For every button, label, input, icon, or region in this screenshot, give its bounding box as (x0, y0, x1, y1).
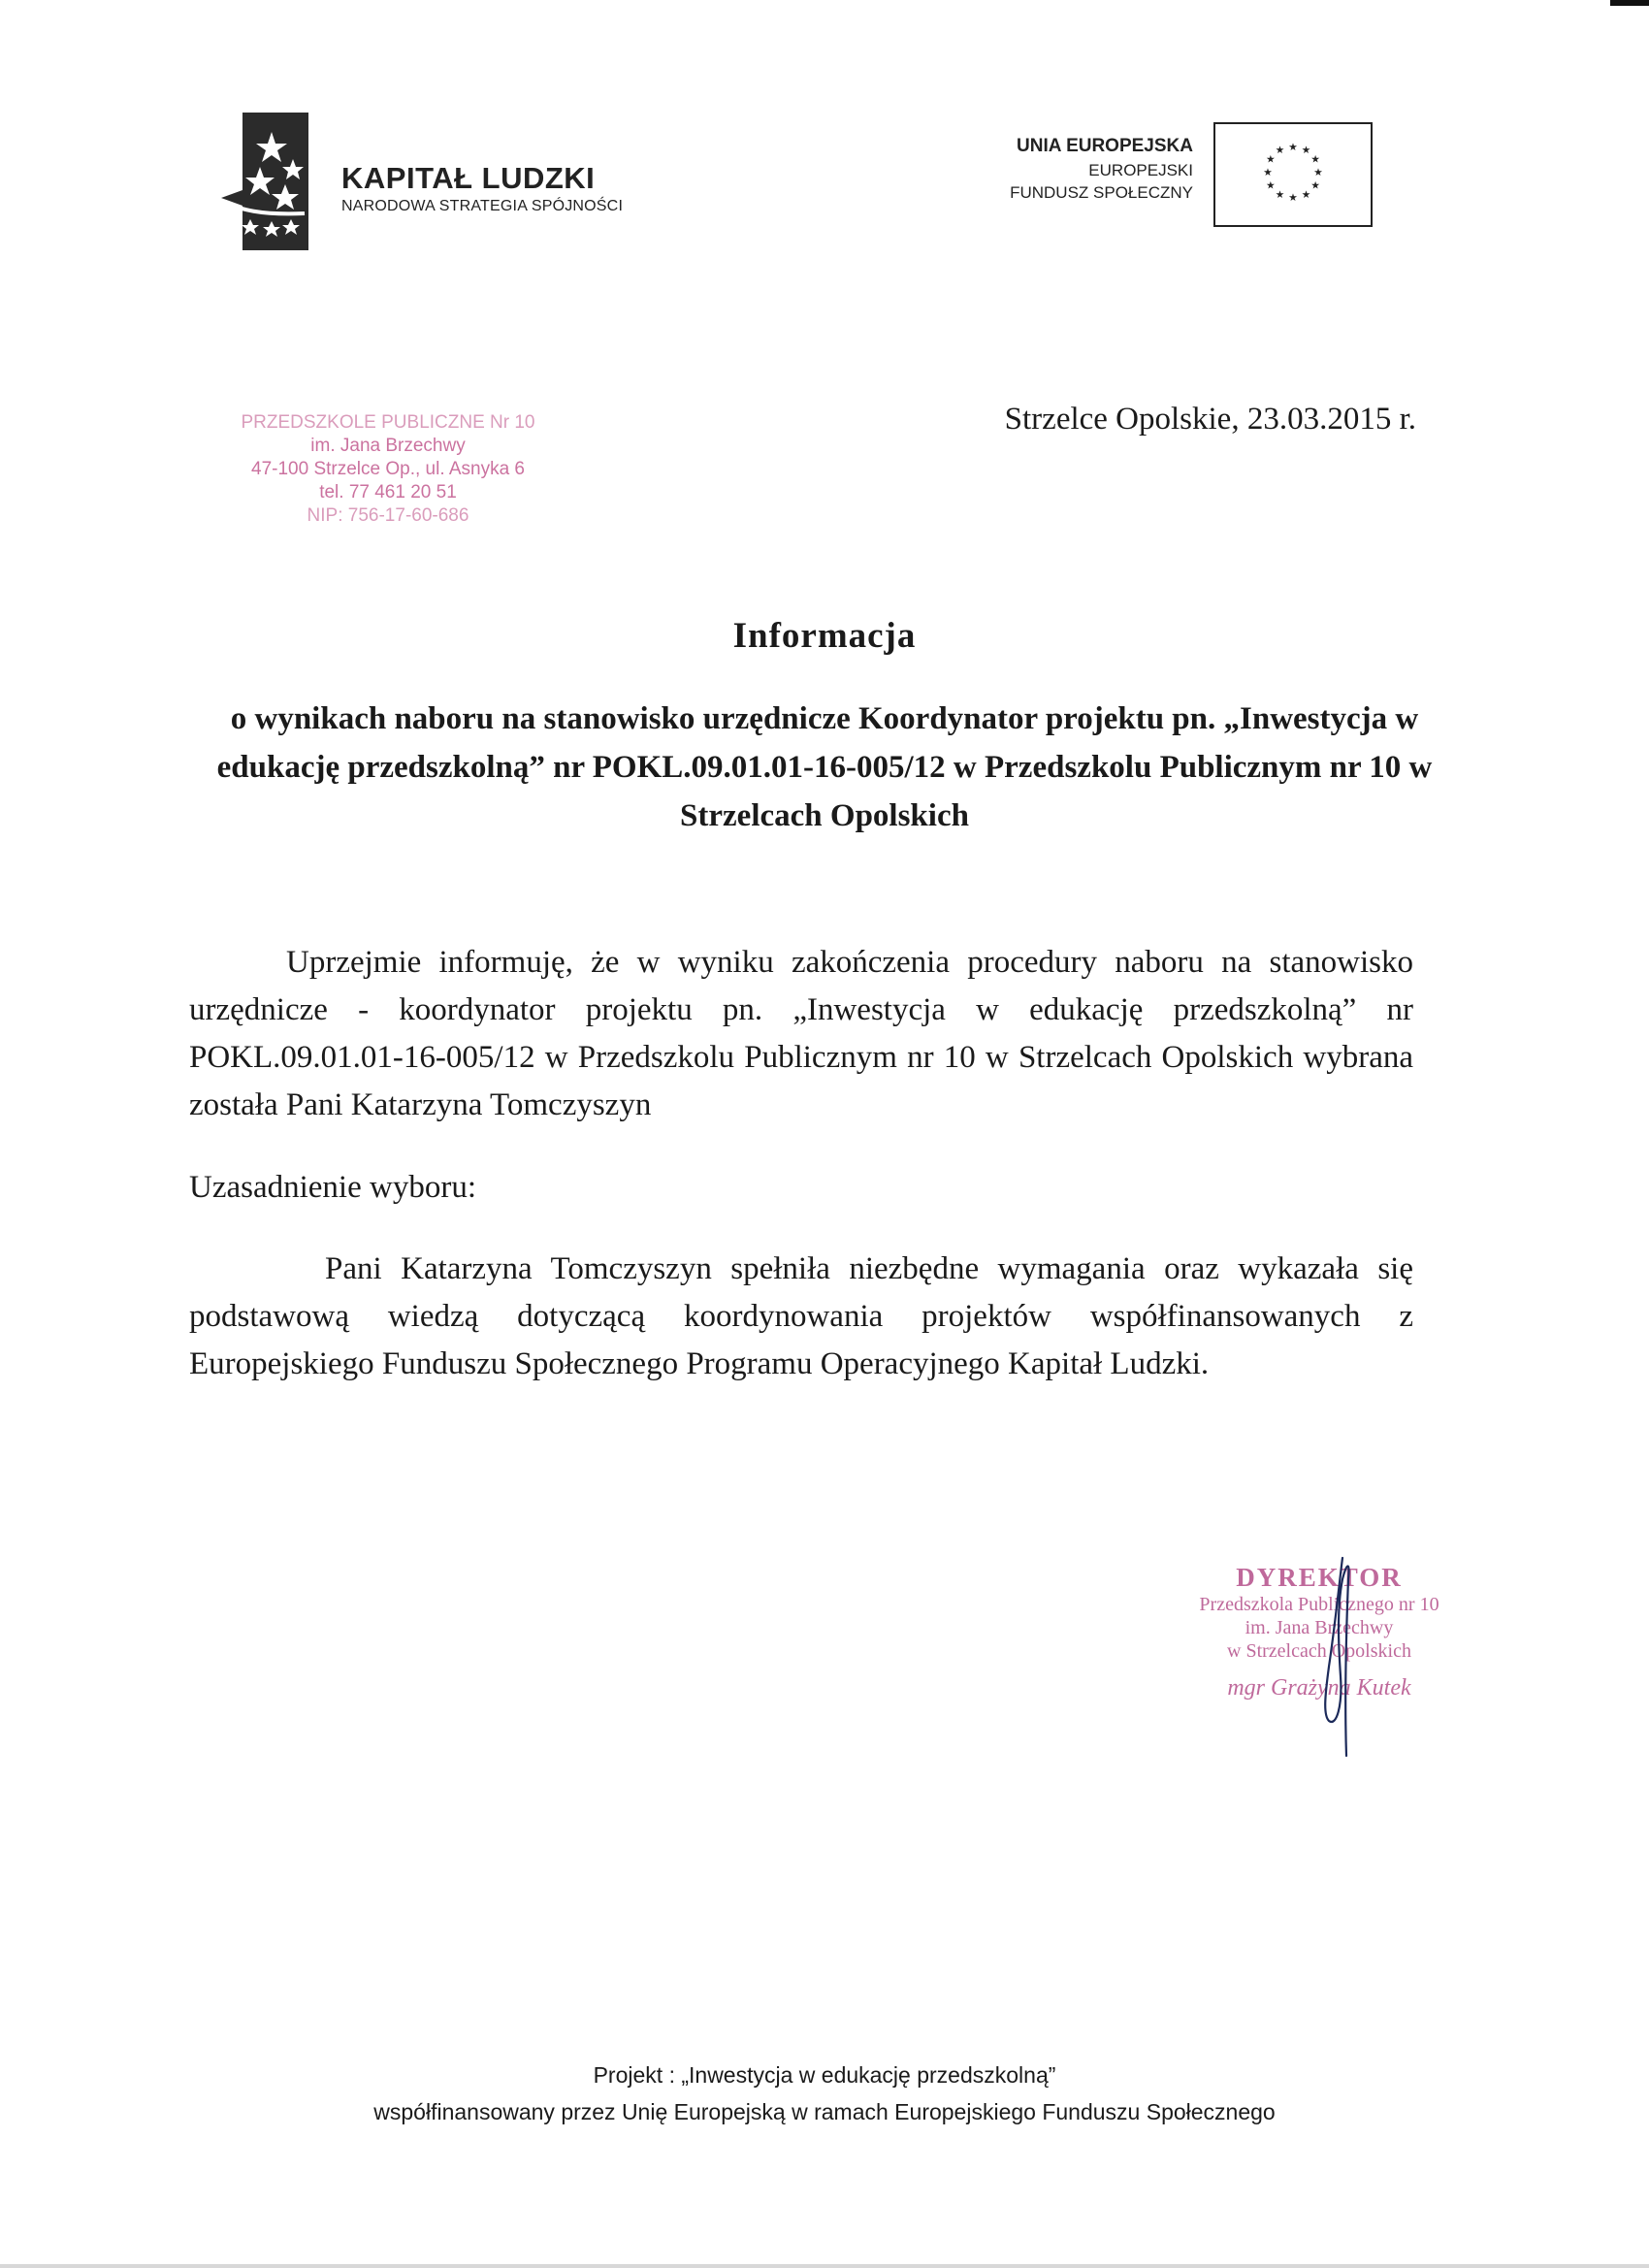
place-date: Strzelce Opolskie, 23.03.2015 r. (1004, 402, 1416, 437)
unia-europejska-line1: EUROPEJSKI (1088, 161, 1193, 179)
svg-text:★: ★ (1266, 179, 1276, 192)
svg-text:★: ★ (1288, 191, 1298, 204)
footer-line1: Projekt : „Inwestycja w edukację przedszkolną” (593, 2062, 1056, 2088)
school-stamp-line5: NIP: 756-17-60-686 (307, 505, 469, 526)
school-stamp-line1: PRZEDSZKOLE PUBLICZNE Nr 10 (241, 412, 535, 433)
handwritten-signature-icon (1300, 1550, 1377, 1764)
svg-text:★: ★ (1263, 166, 1273, 178)
scan-bottom-edge (0, 2264, 1649, 2268)
kapital-ludzki-label (341, 161, 623, 217)
director-stamp-title: DYREKTOR (1236, 1563, 1403, 1592)
svg-text:★: ★ (1266, 153, 1276, 166)
director-stamp-line2: im. Jana Brzechwy (1245, 1617, 1394, 1638)
svg-text:★: ★ (1301, 189, 1311, 202)
justification-label: Uzasadnienie wyboru: (189, 1170, 476, 1205)
director-stamp-line3: w Strzelcach Opolskich (1227, 1640, 1411, 1662)
body-paragraph-1: Uprzejmie informuję, że w wyniku zakończenia procedury naboru na stanowisko urzędnicze - koordynator projektu pn. „Inwestycja w edukację przedszkolną” nr POKL.09.01.01-16-005/12 w Przedszkolu Publicznym nr 10 w Strzelcach Opolskich wybrana została Pani Katarzyna Tomczyszyn (189, 945, 1413, 1122)
kapital-ludzki-title: KAPITAŁ LUDZKI (341, 161, 596, 195)
director-stamp-line1: Przedszkola Publicznego nr 10 (1199, 1594, 1439, 1615)
document-title: Informacja (732, 616, 917, 656)
school-stamp-line3: 47-100 Strzelce Op., ul. Asnyka 6 (251, 459, 525, 479)
svg-text:★: ★ (1313, 166, 1323, 178)
footer-line2: współfinansowany przez Unię Europejską w ramach Europejskiego Funduszu Społecznego (373, 2099, 1276, 2124)
director-stamp-name: mgr Grażyna Kutek (1227, 1675, 1411, 1701)
kapital-ludzki-subtitle: NARODOWA STRATEGIA SPÓJNOŚCI (341, 198, 624, 214)
footer (0, 2057, 1649, 2130)
svg-text:★: ★ (1288, 141, 1298, 153)
body-paragraph-2: Pani Katarzyna Tomczyszyn spełniła niezbędne wymagania oraz wykazała się podstawową wiedzą dotyczącą koordynowania projektów współfinansowanych z Europejskiego Funduszu Społecznego Programu Operacyjnego Kapitał Ludzki. (189, 1251, 1413, 1381)
school-stamp (204, 411, 572, 528)
unia-europejska-title: UNIA EUROPEJSKA (1017, 136, 1193, 156)
svg-text:★: ★ (1310, 179, 1320, 192)
scan-edge-mark (1610, 0, 1649, 6)
svg-text:★: ★ (1301, 144, 1311, 156)
kapital-ludzki-logo-icon (221, 113, 308, 250)
document-subtitle: o wynikach naboru na stanowisko urzędnicze Koordynator projektu pn. „Inwestycja w edukację przedszkolną” nr POKL.09.01.01-16-005/12 w Przedszkolu Publicznym nr 10 w Strzelcach Opolskich (216, 701, 1433, 833)
unia-europejska-label (873, 134, 1193, 204)
svg-text:★: ★ (1275, 144, 1285, 156)
school-stamp-line4: tel. 77 461 20 51 (319, 482, 457, 502)
svg-text:★: ★ (1275, 189, 1285, 202)
svg-text:★: ★ (1310, 153, 1320, 166)
eu-flag-icon (1213, 122, 1373, 227)
school-stamp-line2: im. Jana Brzechwy (310, 436, 466, 456)
unia-europejska-line2: FUNDUSZ SPOŁECZNY (1010, 183, 1193, 202)
